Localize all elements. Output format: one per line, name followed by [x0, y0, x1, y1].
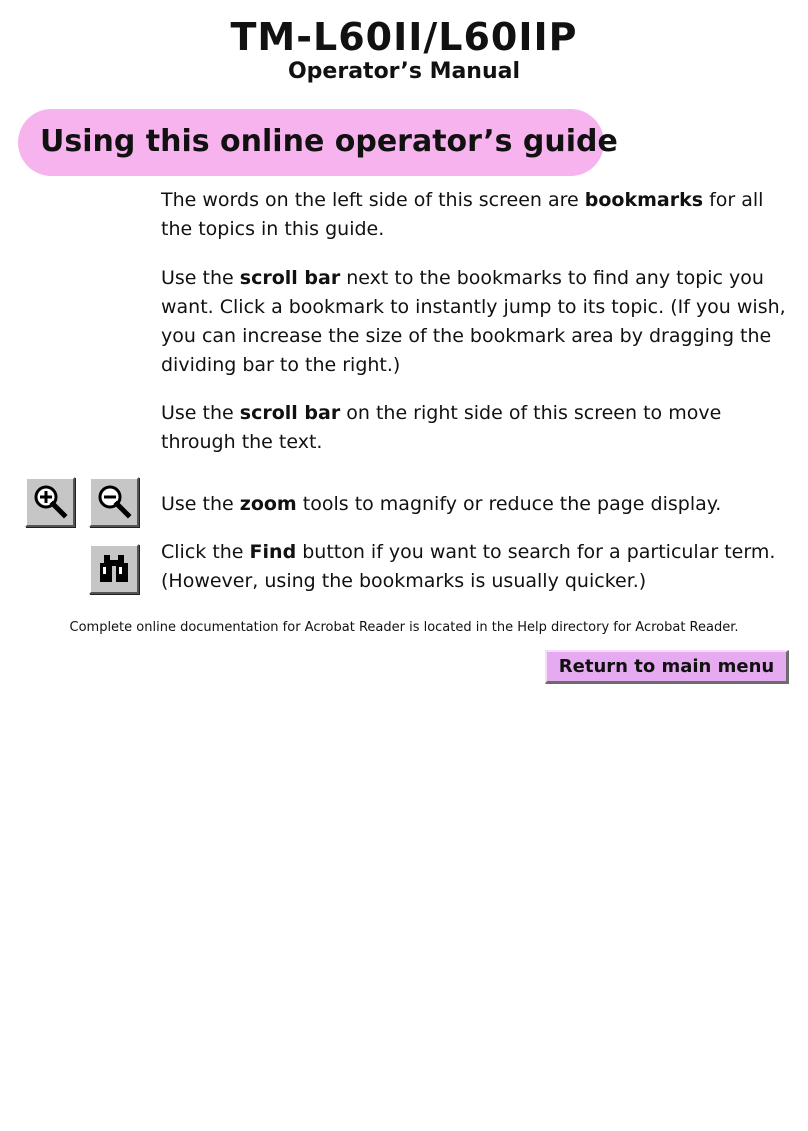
text-scroll-paragraph: Use the scroll bar on the right side of this screen to move through the text.	[161, 402, 722, 453]
bookmarks-term: bookmarks	[584, 189, 704, 211]
binoculars-icon	[91, 546, 137, 592]
find-paragraph: Click the Find button if you want to search for a particular term. (However, using the bookmarks is usually quicker.)	[161, 541, 776, 592]
scroll-bar-term: scroll bar	[239, 402, 341, 424]
find-button[interactable]	[89, 544, 139, 594]
document-subtitle: Operator’s Manual	[287, 59, 521, 84]
section-banner	[18, 109, 618, 176]
zoom-in-button[interactable]	[25, 477, 75, 527]
zoom-term: zoom	[239, 493, 297, 515]
zoom-paragraph: Use the zoom tools to magnify or reduce the page display.	[161, 493, 722, 515]
return-to-main-menu-button[interactable]: Return to main menu	[545, 650, 789, 684]
zoom-out-icon	[91, 479, 137, 525]
scroll-bar-term: scroll bar	[239, 267, 341, 289]
find-term: Find	[249, 541, 297, 563]
section-heading: Using this online operator’s guide	[40, 124, 618, 159]
bookmark-scroll-paragraph: Use the scroll bar next to the bookmarks to find any topic you want. Click a bookmark to instantly jump to its topic. (If you wish, you can increase the size of the bookmark area by dragging the dividing bar to the right.)	[161, 267, 786, 376]
zoom-out-button[interactable]	[89, 477, 139, 527]
footnote: Complete online documentation for Acrobat Reader is located in the Help directory for Acrobat Reader.	[69, 620, 739, 635]
document-title: TM-L60II/L60IIP	[230, 15, 578, 59]
zoom-in-icon	[27, 479, 73, 525]
bookmarks-paragraph: The words on the left side of this screen are bookmarks for all the topics in this guide.	[161, 189, 764, 240]
